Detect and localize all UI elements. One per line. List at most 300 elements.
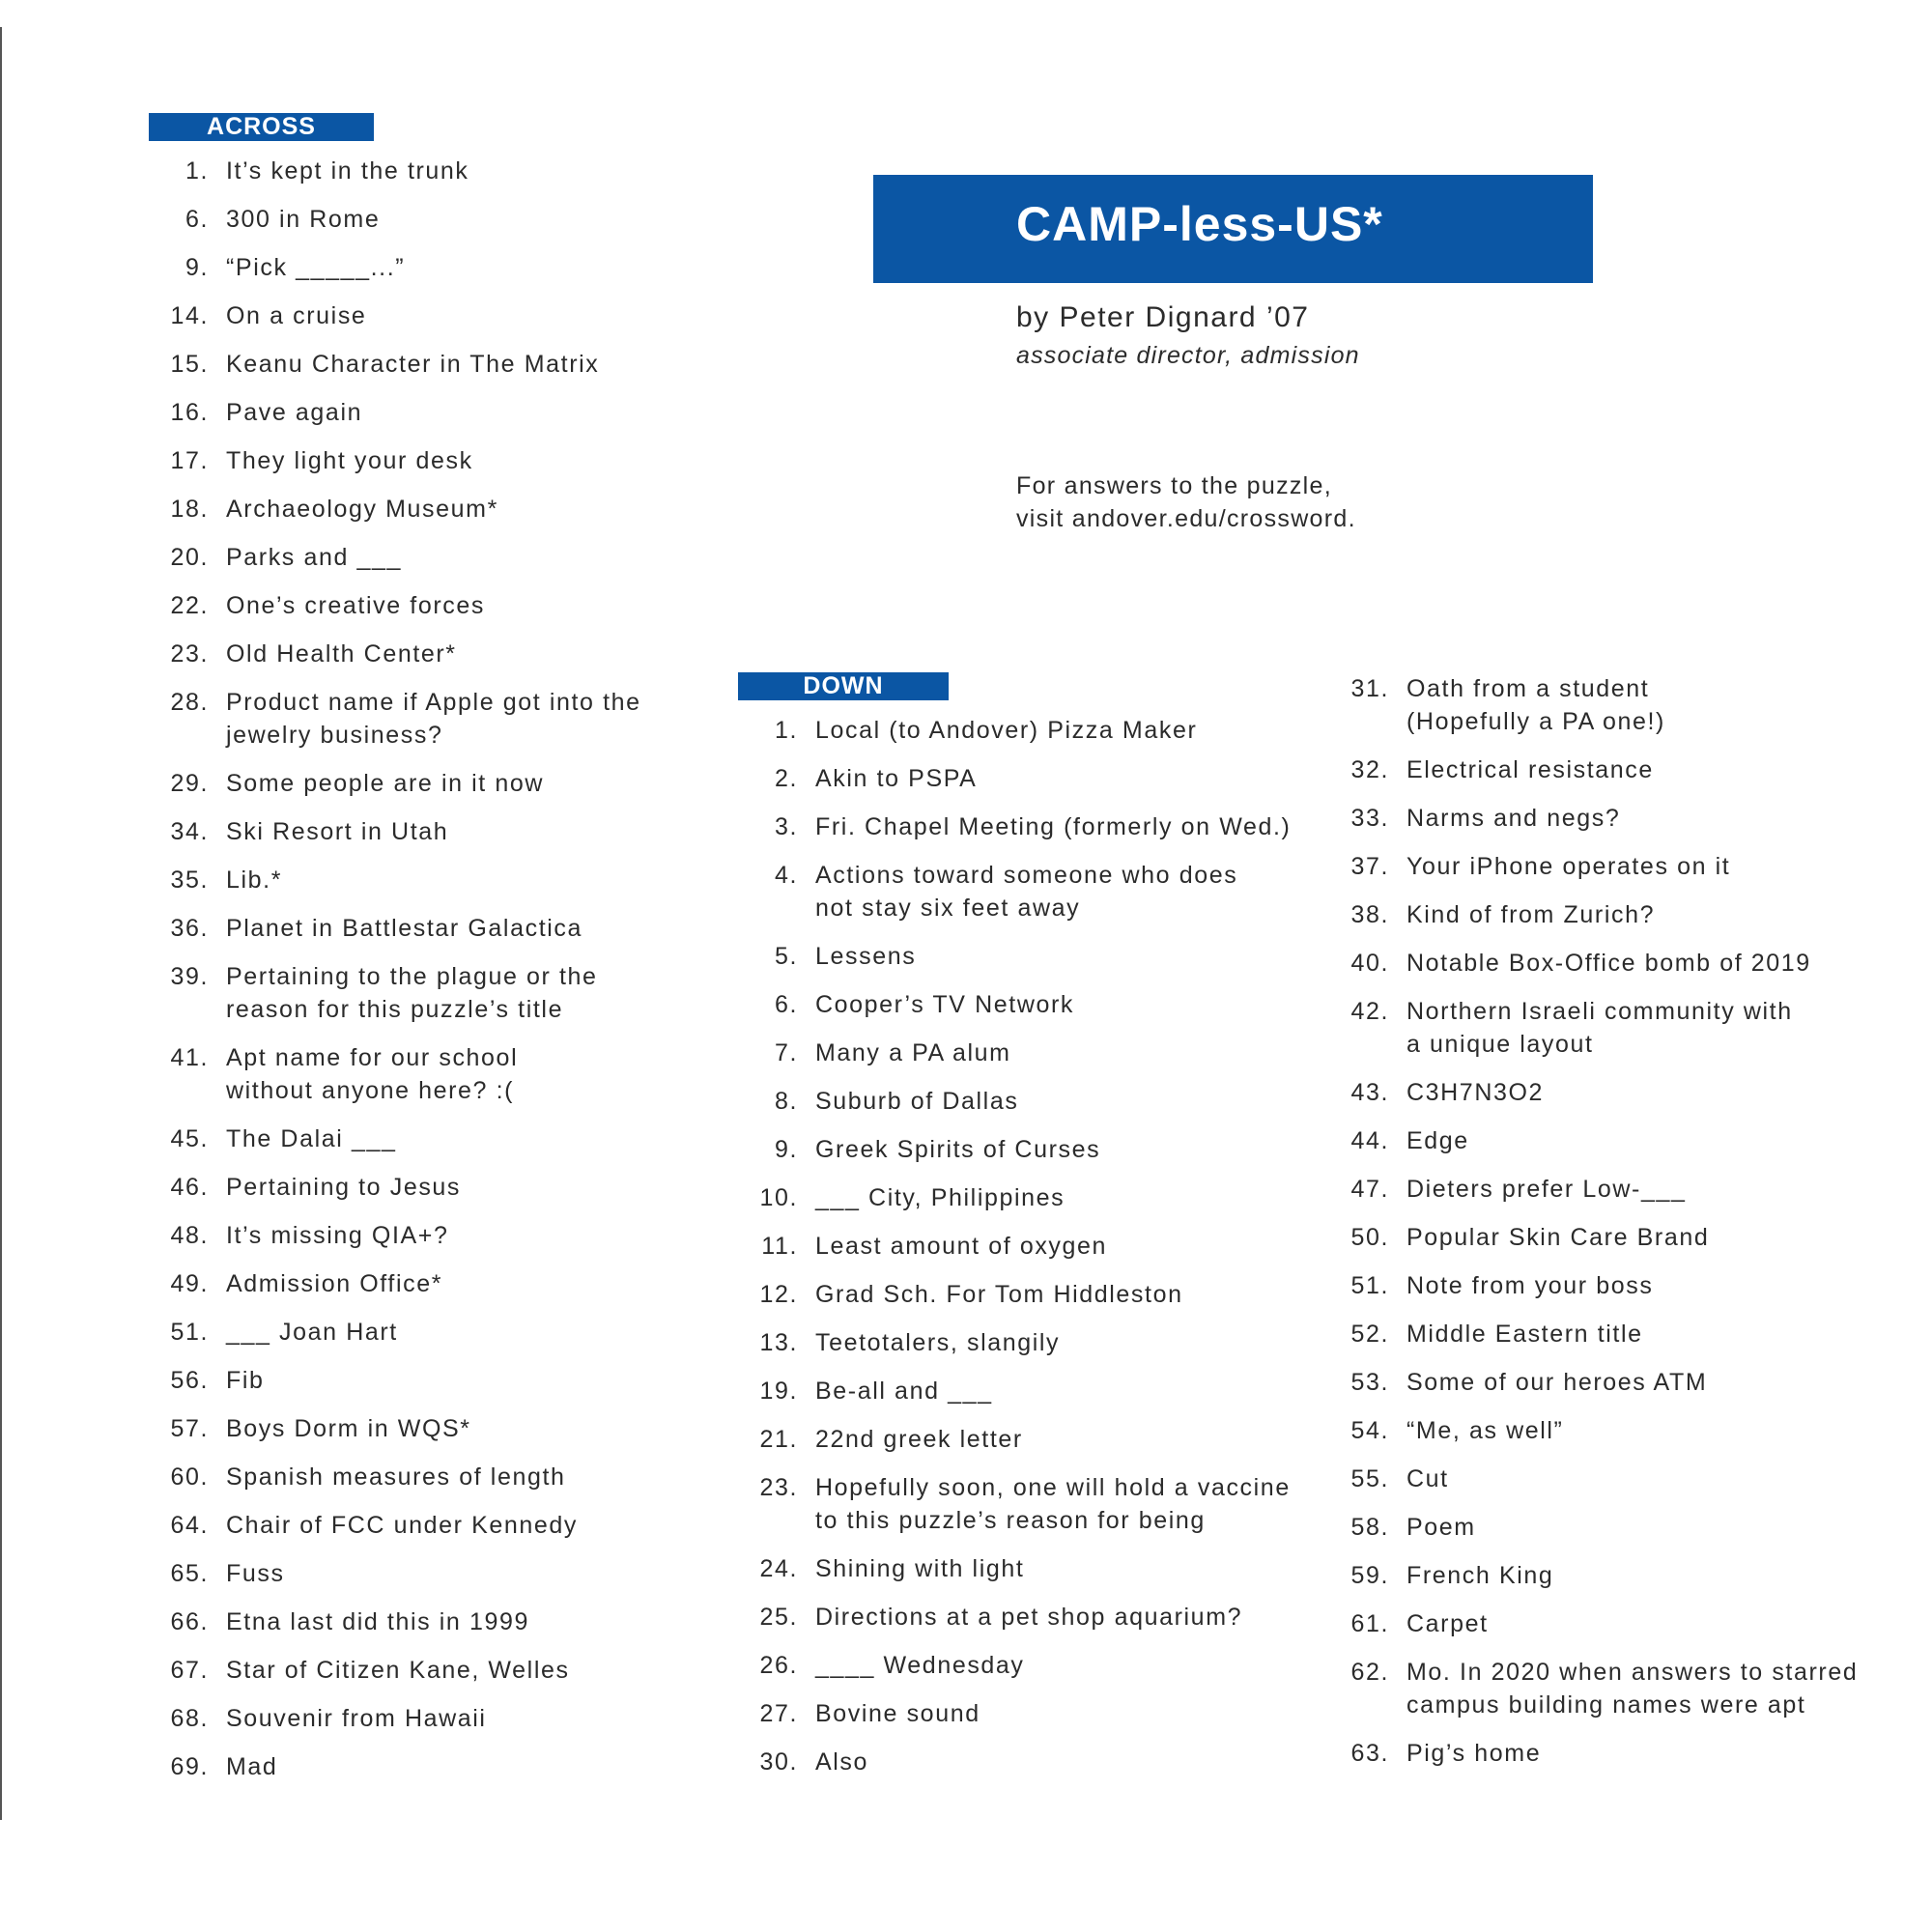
clue-number: 47. — [1350, 1176, 1389, 1203]
clue-item — [149, 541, 690, 574]
clue-gap — [798, 810, 815, 843]
clue-gap — [209, 541, 226, 574]
clue-gap — [209, 1041, 226, 1107]
clue-item — [149, 1041, 690, 1107]
clue-text: Cooper’s TV Network — [815, 991, 1074, 1018]
clue-number: 65. — [170, 1560, 209, 1587]
clue-number: 59. — [1350, 1562, 1389, 1589]
clue-number: 63. — [1350, 1740, 1389, 1767]
clue-item — [1329, 1318, 1870, 1350]
clue-gap — [209, 1461, 226, 1493]
clue-number: 45. — [170, 1125, 209, 1152]
clue-gap — [209, 1364, 226, 1397]
clue-number: 40. — [1350, 950, 1389, 977]
clue-number: 2. — [774, 765, 798, 792]
clue-gap — [209, 815, 226, 848]
clue-item — [149, 1122, 690, 1155]
clue-text: Some of our heroes ATM — [1406, 1369, 1708, 1396]
clue-text: Edge — [1406, 1127, 1469, 1154]
clue-gap — [1389, 1511, 1406, 1544]
clue-item — [149, 1557, 690, 1590]
clue-gap — [209, 589, 226, 622]
across-column — [149, 113, 690, 1799]
clue-gap — [209, 155, 226, 187]
clue-text: On a cruise — [226, 302, 367, 329]
clue-item — [738, 1085, 1298, 1118]
clue-item — [738, 1133, 1298, 1166]
clue-text: Pave again — [226, 399, 363, 426]
clue-number: 55. — [1350, 1465, 1389, 1492]
clue-gap — [1389, 995, 1406, 1061]
clue-text: Carpet — [1406, 1610, 1489, 1637]
clue-text: Apt name for our school without anyone here? :( — [226, 1044, 519, 1104]
clue-text: Suburb of Dallas — [815, 1088, 1019, 1115]
clue-item — [738, 940, 1298, 973]
clue-gap — [798, 988, 815, 1021]
clue-text: ___ Joan Hart — [226, 1319, 398, 1346]
clue-gap — [209, 1702, 226, 1735]
clue-item — [738, 859, 1298, 924]
clue-gap — [798, 1471, 815, 1537]
clue-item — [738, 1471, 1298, 1537]
clue-item — [738, 1423, 1298, 1456]
clue-text: Akin to PSPA — [815, 765, 978, 792]
clue-number: 34. — [170, 818, 209, 845]
clue-number: 32. — [1350, 756, 1389, 783]
clue-number: 20. — [170, 544, 209, 571]
clue-item — [149, 1364, 690, 1397]
clue-item — [738, 714, 1298, 747]
clue-text: Your iPhone operates on it — [1406, 853, 1731, 880]
clue-text: Fri. Chapel Meeting (formerly on Wed.) — [815, 813, 1292, 840]
clue-item — [149, 493, 690, 526]
clue-gap — [798, 1278, 815, 1311]
clue-text: 22nd greek letter — [815, 1426, 1023, 1453]
clue-item — [738, 1230, 1298, 1263]
clue-text: Also — [815, 1748, 869, 1776]
clue-item — [1329, 1463, 1870, 1495]
down-header: DOWN — [738, 672, 949, 700]
clue-text: Pertaining to the plague or the reason for this puzzle’s title — [226, 963, 598, 1023]
clue-gap — [798, 1649, 815, 1682]
across-header: ACROSS — [149, 113, 374, 141]
clue-number: 54. — [1350, 1417, 1389, 1444]
clue-gap — [209, 1267, 226, 1300]
across-clue-list — [149, 155, 690, 1783]
clue-number: 23. — [170, 640, 209, 668]
clue-number: 49. — [170, 1270, 209, 1297]
clue-text: Planet in Battlestar Galactica — [226, 915, 582, 942]
clue-item — [1329, 1737, 1870, 1770]
clue-gap — [209, 1654, 226, 1687]
clue-number: 58. — [1350, 1514, 1389, 1541]
clue-text: “Me, as well” — [1406, 1417, 1564, 1444]
clue-item — [149, 299, 690, 332]
clue-text: Narms and negs? — [1406, 805, 1621, 832]
clue-item — [149, 1509, 690, 1542]
clue-number: 11. — [761, 1233, 798, 1260]
clue-item — [149, 1267, 690, 1300]
clue-item — [738, 1181, 1298, 1214]
clue-text: Spanish measures of length — [226, 1463, 566, 1491]
clue-number: 17. — [170, 447, 209, 474]
page-left-rule — [0, 27, 2, 1820]
clue-text: Admission Office* — [226, 1270, 443, 1297]
clue-gap — [798, 762, 815, 795]
clue-number: 53. — [1350, 1369, 1389, 1396]
clue-item — [149, 767, 690, 800]
clue-item — [149, 155, 690, 187]
clue-item — [149, 589, 690, 622]
clue-item — [1329, 1366, 1870, 1399]
clue-gap — [798, 1181, 815, 1214]
clue-text: Old Health Center* — [226, 640, 457, 668]
clue-number: 12. — [759, 1281, 798, 1308]
clue-text: French King — [1406, 1562, 1554, 1589]
author-role: associate director, admission — [1016, 342, 1360, 369]
clue-text: Shining with light — [815, 1555, 1025, 1582]
clue-text: Least amount of oxygen — [815, 1233, 1108, 1260]
author-byline: by Peter Dignard ’07 — [1016, 301, 1310, 333]
clue-number: 13. — [759, 1329, 798, 1356]
clue-gap — [1389, 1269, 1406, 1302]
clue-number: 6. — [774, 991, 798, 1018]
clue-gap — [1389, 1076, 1406, 1109]
clue-number: 4. — [774, 862, 798, 889]
clue-text: Mad — [226, 1753, 278, 1780]
clue-gap — [798, 1697, 815, 1730]
clue-item — [738, 810, 1298, 843]
clue-text: Oath from a student (Hopefully a PA one!) — [1406, 675, 1665, 735]
clue-text: 300 in Rome — [226, 206, 381, 233]
clue-gap — [209, 1750, 226, 1783]
clue-item — [149, 396, 690, 429]
clue-item — [1329, 898, 1870, 931]
clue-number: 52. — [1350, 1321, 1389, 1348]
clue-number: 24. — [759, 1555, 798, 1582]
clue-gap — [1389, 802, 1406, 835]
clue-number: 51. — [1350, 1272, 1389, 1299]
clue-number: 30. — [759, 1748, 798, 1776]
clue-number: 44. — [1350, 1127, 1389, 1154]
clue-item — [1329, 1076, 1870, 1109]
clue-item — [1329, 1173, 1870, 1206]
clue-gap — [1389, 1124, 1406, 1157]
clue-text: Star of Citizen Kane, Welles — [226, 1657, 570, 1684]
clue-gap — [798, 1552, 815, 1585]
clue-number: 60. — [170, 1463, 209, 1491]
clue-text: Etna last did this in 1999 — [226, 1608, 529, 1635]
clue-item — [1329, 753, 1870, 786]
clue-item — [149, 815, 690, 848]
clue-item — [149, 1171, 690, 1204]
clue-item — [149, 1702, 690, 1735]
clue-text: Product name if Apple got into the jewelry business? — [226, 689, 641, 749]
clue-text: Many a PA alum — [815, 1039, 1011, 1066]
clue-item — [149, 1750, 690, 1783]
clue-item — [738, 1326, 1298, 1359]
clue-item — [149, 1605, 690, 1638]
clue-item — [1329, 850, 1870, 883]
clue-item — [738, 1746, 1298, 1778]
clue-text: Keanu Character in The Matrix — [226, 351, 600, 378]
clue-gap — [1389, 947, 1406, 980]
clue-item — [1329, 802, 1870, 835]
clue-text: Be-all and ___ — [815, 1378, 993, 1405]
clue-text: Archaeology Museum* — [226, 496, 498, 523]
clue-gap — [209, 1557, 226, 1590]
clue-gap — [209, 960, 226, 1026]
clue-gap — [209, 912, 226, 945]
clue-text: Note from your boss — [1406, 1272, 1654, 1299]
clue-number: 10. — [759, 1184, 798, 1211]
clue-text: Fib — [226, 1367, 265, 1394]
clue-item — [149, 444, 690, 477]
clue-text: One’s creative forces — [226, 592, 485, 619]
clue-number: 26. — [759, 1652, 798, 1679]
clue-item — [1329, 1607, 1870, 1640]
title-banner — [873, 175, 1593, 283]
clue-item — [149, 1654, 690, 1687]
clue-number: 19. — [759, 1378, 798, 1405]
clue-gap — [209, 686, 226, 752]
clue-item — [738, 1649, 1298, 1682]
clue-item — [149, 864, 690, 896]
clue-text: Poem — [1406, 1514, 1476, 1541]
clue-gap — [209, 251, 226, 284]
clue-number: 3. — [774, 813, 798, 840]
clue-item — [1329, 1656, 1870, 1721]
clue-number: 6. — [185, 206, 209, 233]
clue-text: Teetotalers, slangily — [815, 1329, 1061, 1356]
clue-number: 64. — [170, 1512, 209, 1539]
clue-text: C3H7N3O2 — [1406, 1079, 1545, 1106]
clue-item — [149, 348, 690, 381]
clue-text: ___ City, Philippines — [815, 1184, 1065, 1211]
clue-gap — [798, 1133, 815, 1166]
clue-text: Hopefully soon, one will hold a vaccine to this puzzle’s reason for being — [815, 1474, 1291, 1534]
clue-gap — [798, 1037, 815, 1069]
clue-gap — [209, 348, 226, 381]
clue-gap — [1389, 1414, 1406, 1447]
clue-item — [149, 1461, 690, 1493]
clue-item — [1329, 1414, 1870, 1447]
clue-gap — [798, 714, 815, 747]
clue-gap — [1389, 672, 1406, 738]
clue-number: 18. — [170, 496, 209, 523]
clue-number: 14. — [170, 302, 209, 329]
clue-gap — [1389, 1173, 1406, 1206]
clue-number: 39. — [170, 963, 209, 990]
clue-text: Chair of FCC under Kennedy — [226, 1512, 578, 1539]
clue-number: 51. — [170, 1319, 209, 1346]
clue-gap — [209, 864, 226, 896]
clue-number: 37. — [1350, 853, 1389, 880]
clue-gap — [209, 396, 226, 429]
clue-item — [1329, 995, 1870, 1061]
clue-text: Lessens — [815, 943, 917, 970]
clue-item — [149, 686, 690, 752]
clue-gap — [209, 1605, 226, 1638]
clue-gap — [209, 1219, 226, 1252]
clue-gap — [1389, 1366, 1406, 1399]
clue-text: Greek Spirits of Curses — [815, 1136, 1101, 1163]
clue-gap — [1389, 1737, 1406, 1770]
clue-item — [149, 203, 690, 236]
clue-number: 42. — [1350, 998, 1389, 1025]
clue-number: 1. — [774, 717, 798, 744]
clue-number: 31. — [1350, 675, 1389, 702]
clue-text: Bovine sound — [815, 1700, 980, 1727]
clue-text: Dieters prefer Low-___ — [1406, 1176, 1687, 1203]
clue-text: Actions toward someone who does not stay six feet away — [815, 862, 1238, 922]
clue-number: 28. — [170, 689, 209, 716]
clue-text: Cut — [1406, 1465, 1449, 1492]
clue-number: 41. — [170, 1044, 209, 1071]
clue-text: Parks and ___ — [226, 544, 403, 571]
clue-item — [738, 1375, 1298, 1407]
clue-number: 36. — [170, 915, 209, 942]
clue-text: Mo. In 2020 when answers to starred campus building names were apt — [1406, 1659, 1859, 1719]
clue-item — [738, 1552, 1298, 1585]
clue-number: 56. — [170, 1367, 209, 1394]
clue-text: Directions at a pet shop aquarium? — [815, 1604, 1243, 1631]
clue-gap — [798, 1085, 815, 1118]
clue-gap — [1389, 898, 1406, 931]
clue-text: Electrical resistance — [1406, 756, 1654, 783]
clue-text: Kind of from Zurich? — [1406, 901, 1656, 928]
clue-number: 23. — [759, 1474, 798, 1501]
down-clue-list-continued — [1329, 672, 1870, 1770]
clue-number: 25. — [759, 1604, 798, 1631]
clue-gap — [209, 767, 226, 800]
puzzle-title: CAMP-less-US* — [1016, 197, 1383, 251]
clue-gap — [798, 1230, 815, 1263]
clue-gap — [1389, 753, 1406, 786]
clue-gap — [1389, 1221, 1406, 1254]
clue-text: Local (to Andover) Pizza Maker — [815, 717, 1198, 744]
clue-gap — [209, 1509, 226, 1542]
clue-item — [149, 638, 690, 670]
clue-item — [149, 960, 690, 1026]
clue-text: Some people are in it now — [226, 770, 545, 797]
clue-gap — [798, 1746, 815, 1778]
clue-number: 21. — [759, 1426, 798, 1453]
clue-number: 15. — [170, 351, 209, 378]
clue-text: Souvenir from Hawaii — [226, 1705, 487, 1732]
clue-text: Boys Dorm in WQS* — [226, 1415, 471, 1442]
clue-gap — [209, 203, 226, 236]
clue-number: 48. — [170, 1222, 209, 1249]
clue-number: 50. — [1350, 1224, 1389, 1251]
clue-number: 33. — [1350, 805, 1389, 832]
clue-gap — [209, 1171, 226, 1204]
clue-gap — [209, 299, 226, 332]
clue-item — [149, 912, 690, 945]
clue-item — [149, 1412, 690, 1445]
clue-number: 22. — [170, 592, 209, 619]
clue-gap — [209, 1122, 226, 1155]
clue-gap — [798, 1423, 815, 1456]
answers-note-line-1: For answers to the puzzle, — [1016, 472, 1332, 499]
clue-item — [149, 251, 690, 284]
clue-item — [1329, 1269, 1870, 1302]
clue-gap — [1389, 850, 1406, 883]
clue-gap — [798, 940, 815, 973]
clue-number: 62. — [1350, 1659, 1389, 1686]
clue-item — [738, 1037, 1298, 1069]
clue-number: 38. — [1350, 901, 1389, 928]
clue-text: Pertaining to Jesus — [226, 1174, 462, 1201]
clue-text: Grad Sch. For Tom Hiddleston — [815, 1281, 1183, 1308]
clue-text: Notable Box-Office bomb of 2019 — [1406, 950, 1811, 977]
clue-text: Popular Skin Care Brand — [1406, 1224, 1710, 1251]
clue-number: 9. — [774, 1136, 798, 1163]
clue-gap — [798, 1326, 815, 1359]
clue-text: It’s kept in the trunk — [226, 157, 469, 185]
down-column — [738, 672, 1298, 1794]
clue-number: 1. — [185, 157, 209, 185]
clue-number: 57. — [170, 1415, 209, 1442]
clue-number: 35. — [170, 867, 209, 894]
clue-number: 43. — [1350, 1079, 1389, 1106]
clue-number: 27. — [759, 1700, 798, 1727]
clue-gap — [798, 1375, 815, 1407]
clue-item — [738, 988, 1298, 1021]
clue-number: 68. — [170, 1705, 209, 1732]
clue-text: The Dalai ___ — [226, 1125, 397, 1152]
clue-number: 7. — [774, 1039, 798, 1066]
clue-text: Northern Israeli community with a unique layout — [1406, 998, 1793, 1058]
clue-gap — [798, 859, 815, 924]
clue-text: They light your desk — [226, 447, 473, 474]
clue-number: 46. — [170, 1174, 209, 1201]
clue-item — [738, 1697, 1298, 1730]
clue-gap — [209, 638, 226, 670]
clue-number: 5. — [774, 943, 798, 970]
clue-text: “Pick _____...” — [226, 254, 406, 281]
clue-number: 69. — [170, 1753, 209, 1780]
clue-number: 66. — [170, 1608, 209, 1635]
clue-number: 16. — [170, 399, 209, 426]
clue-number: 61. — [1350, 1610, 1389, 1637]
clue-item — [1329, 1124, 1870, 1157]
clue-number: 8. — [774, 1088, 798, 1115]
clue-number: 9. — [185, 254, 209, 281]
answers-note — [1016, 469, 1356, 535]
clue-gap — [1389, 1607, 1406, 1640]
clue-gap — [209, 444, 226, 477]
clue-item — [149, 1219, 690, 1252]
clue-number: 67. — [170, 1657, 209, 1684]
clue-text: ____ Wednesday — [815, 1652, 1025, 1679]
clue-item — [1329, 947, 1870, 980]
clue-gap — [1389, 1656, 1406, 1721]
clue-item — [1329, 1511, 1870, 1544]
clue-text: It’s missing QIA+? — [226, 1222, 449, 1249]
clue-gap — [798, 1601, 815, 1634]
clue-gap — [209, 1316, 226, 1349]
clue-gap — [209, 493, 226, 526]
clue-text: Fuss — [226, 1560, 285, 1587]
clue-gap — [209, 1412, 226, 1445]
answers-note-line-2: visit andover.edu/crossword. — [1016, 505, 1356, 532]
clue-number: 29. — [170, 770, 209, 797]
clue-gap — [1389, 1559, 1406, 1592]
clue-item — [738, 1278, 1298, 1311]
clue-text: Pig’s home — [1406, 1740, 1542, 1767]
clue-item — [1329, 672, 1870, 738]
